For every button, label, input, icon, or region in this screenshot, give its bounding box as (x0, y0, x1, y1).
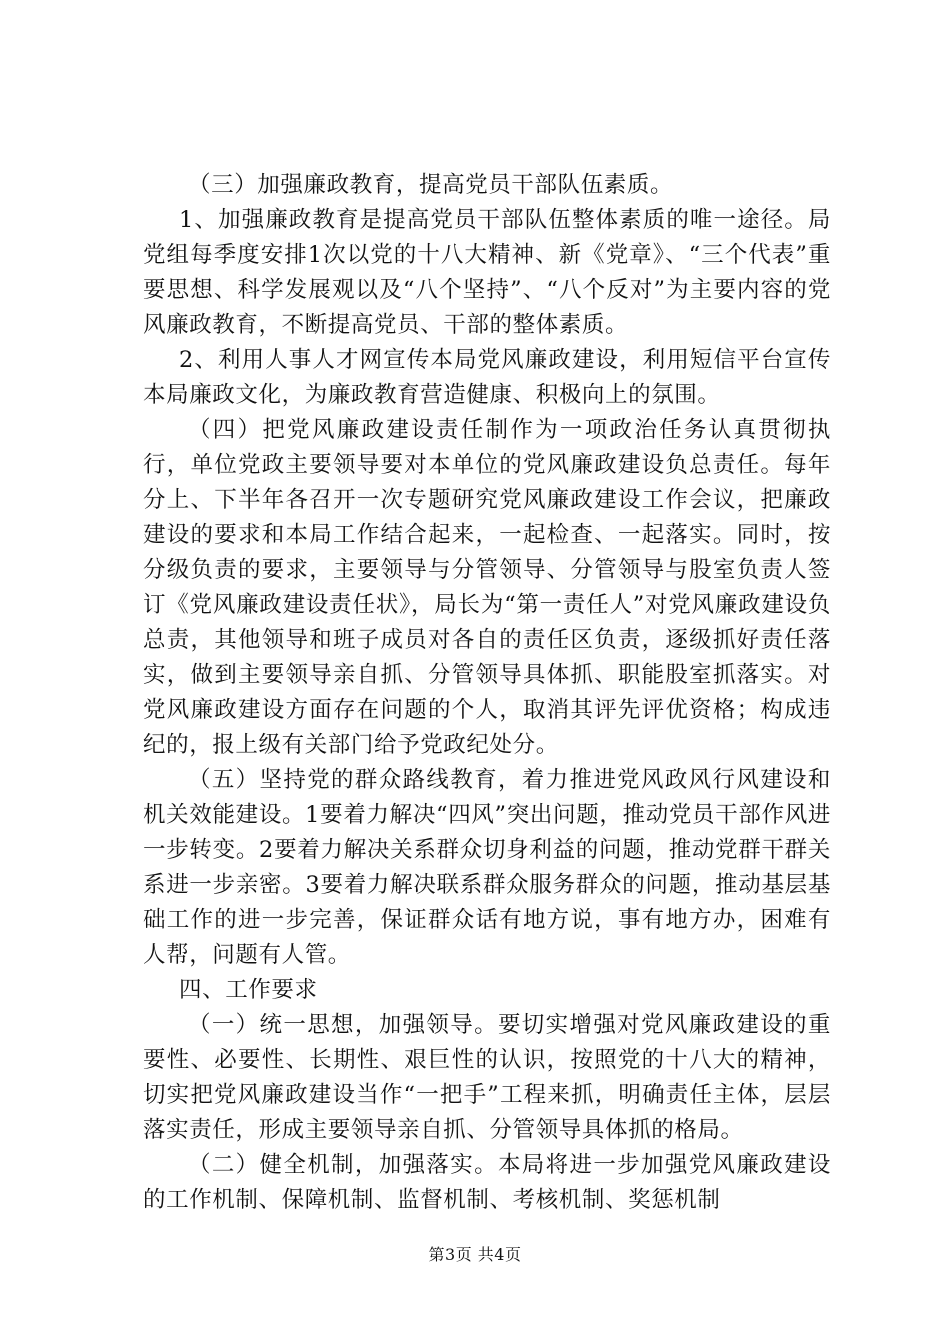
section-paragraph-5: （五）坚持党的群众路线教育，着力推进党风政风行风建设和机关效能建设。1要着力解决“四风”突出问题，推动党员干部作风进一步转变。2要着力解决关系群众切身利益的问题，推动党群干群关系进一步亲密。3要着力解决联系群众服务群众的问题，推动基层基础工作的进一步完善，保证群众话有地方说，事有地方办，困难有人帮，问题有人管。 (143, 767, 831, 968)
requirement-paragraph-2: （二）健全机制，加强落实。本局将进一步加强党风廉政建设的工作机制、保障机制、监督机制、考核机制、奖惩机制 (143, 1152, 831, 1213)
page-number-footer: 第3页 共4页 (428, 1245, 522, 1264)
section-paragraph-4: （四）把党风廉政建设责任制作为一项政治任务认真贯彻执行，单位党政主要领导要对本单位的党风廉政建设负总责任。每年分上、下半年各召开一次专题研究党风廉政建设工作会议，把廉政建设的要求和本局工作结合起来，一起检查、一起落实。同时，按分级负责的要求，主要领导与分管领导、分管领导与股室负责人签订《党风廉政建设责任状》，局长为“第一责任人”对党风廉政建设负总责，其他领导和班子成员对各自的责任区负责，逐级抓好责任落实，做到主要领导亲自抓、分管领导具体抓、职能股室抓落实。对党风廉政建设方面存在问题的个人，取消其评先评优资格；构成违纪的，报上级有关部门给予党政纪处分。 (143, 417, 831, 758)
section-heading-3: （三）加强廉政教育，提高党员干部队伍素质。 (188, 172, 674, 198)
requirement-paragraph-1: （一）统一思想，加强领导。要切实增强对党风廉政建设的重要性、必要性、长期性、艰巨性的认识，按照党的十八大的精神，切实把党风廉政建设当作“一把手”工程来抓，明确责任主体，层层落实责任，形成主要领导亲自抓、分管领导具体抓的格局。 (143, 1012, 831, 1143)
section-heading-work-requirements: 四、工作要求 (179, 977, 318, 1003)
paragraph-item-2: 2、利用人事人才网宣传本局党风廉政建设，利用短信平台宣传本局廉政文化，为廉政教育营造健康、积极向上的氛围。 (143, 347, 831, 408)
paragraph-item-1: 1、加强廉政教育是提高党员干部队伍整体素质的唯一途径。局党组每季度安排1次以党的十八大精神、新《党章》、“三个代表”重要思想、科学发展观以及“八个坚持”、“八个反对”为主要内容的党风廉政教育，不断提高党员、干部的整体素质。 (143, 207, 831, 338)
document-body (143, 168, 831, 1218)
